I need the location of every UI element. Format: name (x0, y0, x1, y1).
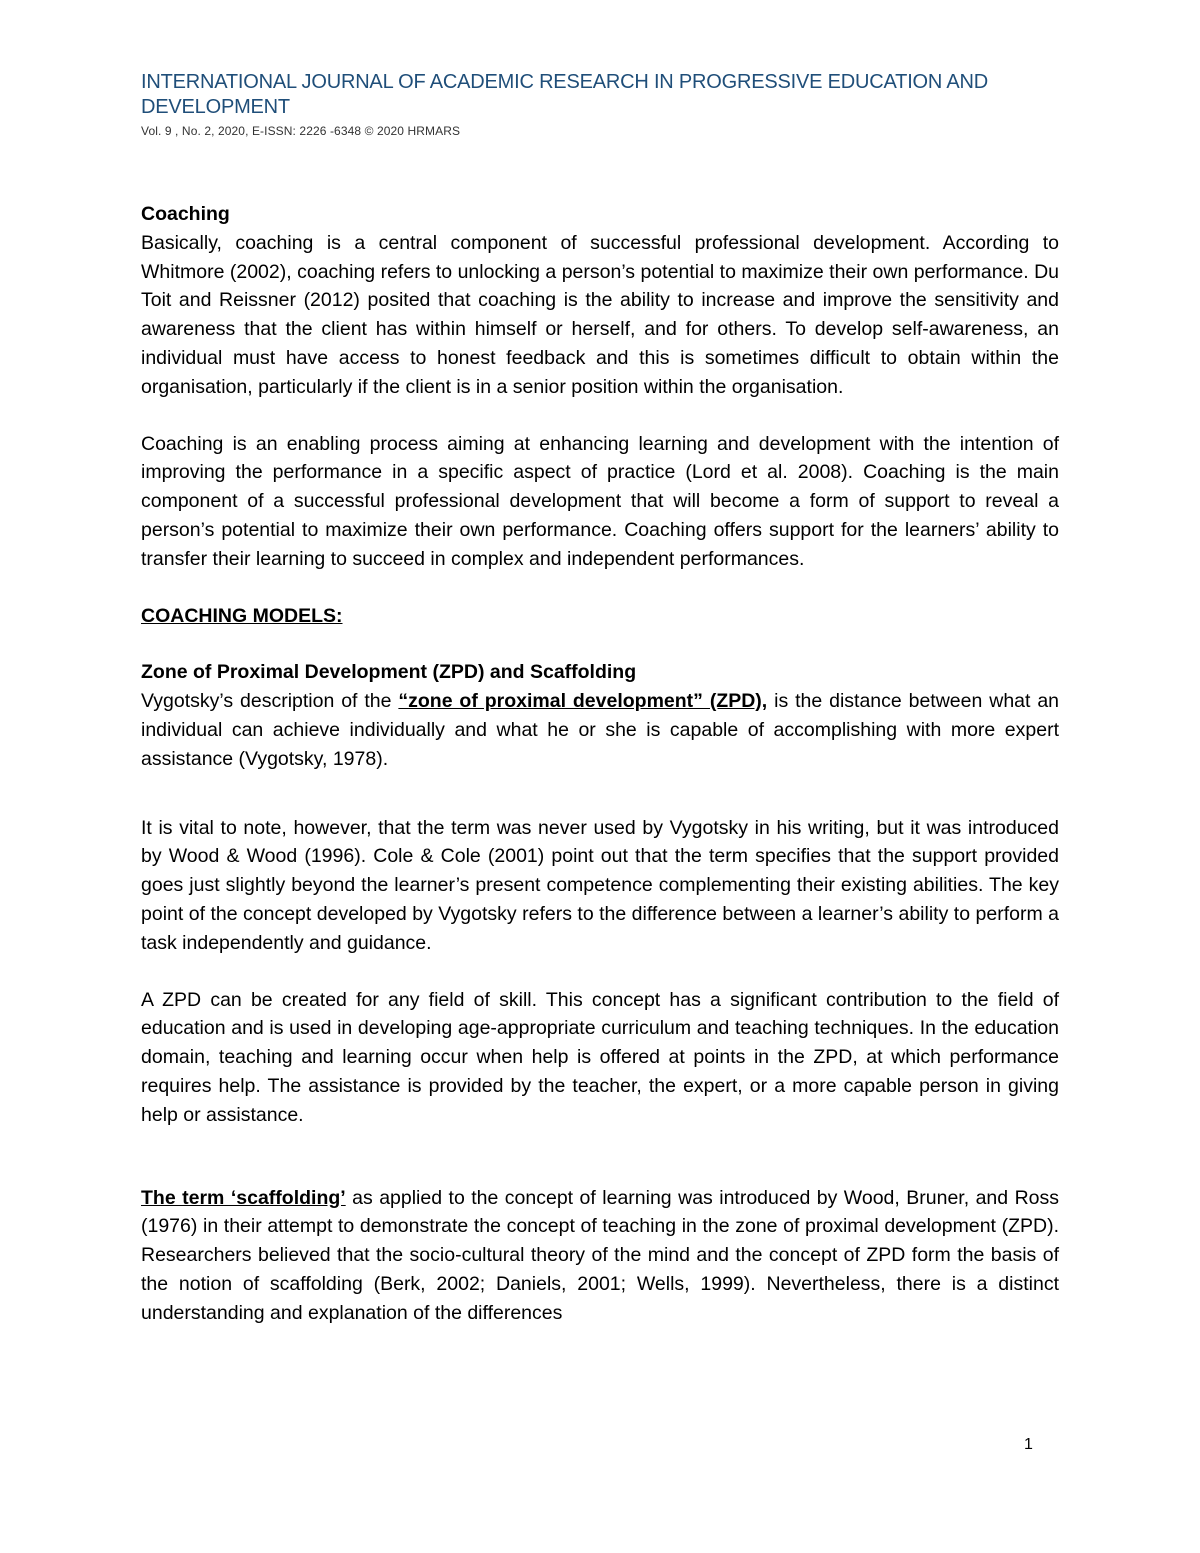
paragraph-zpd-2: It is vital to note, however, that the term was never used by Vygotsky in his writing, but it was introduced by Wood & Wood (1996). Cole & Cole (2001) point out that the term specifies that the support provided goes just slightly beyond the learner’s present competence complementing their existing abilities. The key point of the concept developed by Vygotsky refers to the difference between a learner’s ability to perform a task independently and guidance. (141, 816, 1059, 954)
paragraph-coaching-2: Coaching is an enabling process aiming at enhancing learning and development with the intention of improving the performance in a specific aspect of practice (Lord et al. 2008). Coaching is the main component of a successful professional development that will become a form of support to reveal a person’s potential to maximize their own performance. Coaching offers support for the learners’ ability to transfer their learning to succeed in complex and independent performances. (141, 432, 1059, 570)
zpd-text-post: is the distance between what an individual can achieve individually and what he or she is capable of accomplishing with more expert assistance (Vygotsky, 1978). (141, 690, 1060, 770)
zpd-term: “zone of proximal development” (ZPD), (398, 690, 768, 713)
paragraph-coaching-1: Basically, coaching is a central component of successful professional development. According to Whitmore (2002), coaching refers to unlocking a person’s potential to maximize their own performance. Du Toit and Reissner (2012) posited that coaching is the ability to increase and improve the sensitivity and awareness that the client has within himself or herself, and for others. To develop self-awareness, an individual must have access to honest feedback and this is sometimes difficult to obtain within the organisation, particularly if the client is in a senior position within the organisation. (141, 231, 1059, 398)
zpd-text-pre: Vygotsky’s description of the (141, 690, 399, 713)
paragraph-scaffolding (141, 1184, 1059, 1328)
article-body (141, 200, 1059, 1328)
scaffolding-term: The term ‘scaffolding’ (141, 1186, 346, 1209)
section-heading-coaching: Coaching (141, 203, 230, 225)
page-number: 1 (1024, 1436, 1033, 1453)
journal-meta: Vol. 9 , No. 2, 2020, E-ISSN: 2226 -6348 © 2020 HRMARS (141, 124, 461, 138)
section-heading-coaching-models: COACHING MODELS: (141, 604, 343, 627)
paragraph-zpd-3: A ZPD can be created for any field of skill. This concept has a significant contribution to the field of education and is used in developing age-appropriate curriculum and teaching techniques. In the education domain, teaching and learning occur when help is offered at points in the ZPD, at which performance requires help. The assistance is provided by the teacher, the expert, or a more capable person in giving help or assistance. (141, 988, 1059, 1126)
journal-title: INTERNATIONAL JOURNAL OF ACADEMIC RESEARCH IN PROGRESSIVE EDUCATION AND DEVELOPMENT (141, 71, 989, 118)
paragraph-zpd-1 (141, 687, 1059, 773)
scaffolding-text: as applied to the concept of learning was introduced by Wood, Bruner, and Ross (1976) in their attempt to demonstrate the concept of teaching in the zone of proximal development (ZPD). Researchers believed that the socio-cultural theory of the mind and the concept of ZPD form the basis of the notion of scaffolding (Berk, 2002; Daniels, 2001; Wells, 1999). Nevertheless, there is a distinct understanding and explanation of the differences (141, 1186, 1059, 1324)
section-heading-zpd: Zone of Proximal Development (ZPD) and Scaffolding (141, 661, 637, 684)
